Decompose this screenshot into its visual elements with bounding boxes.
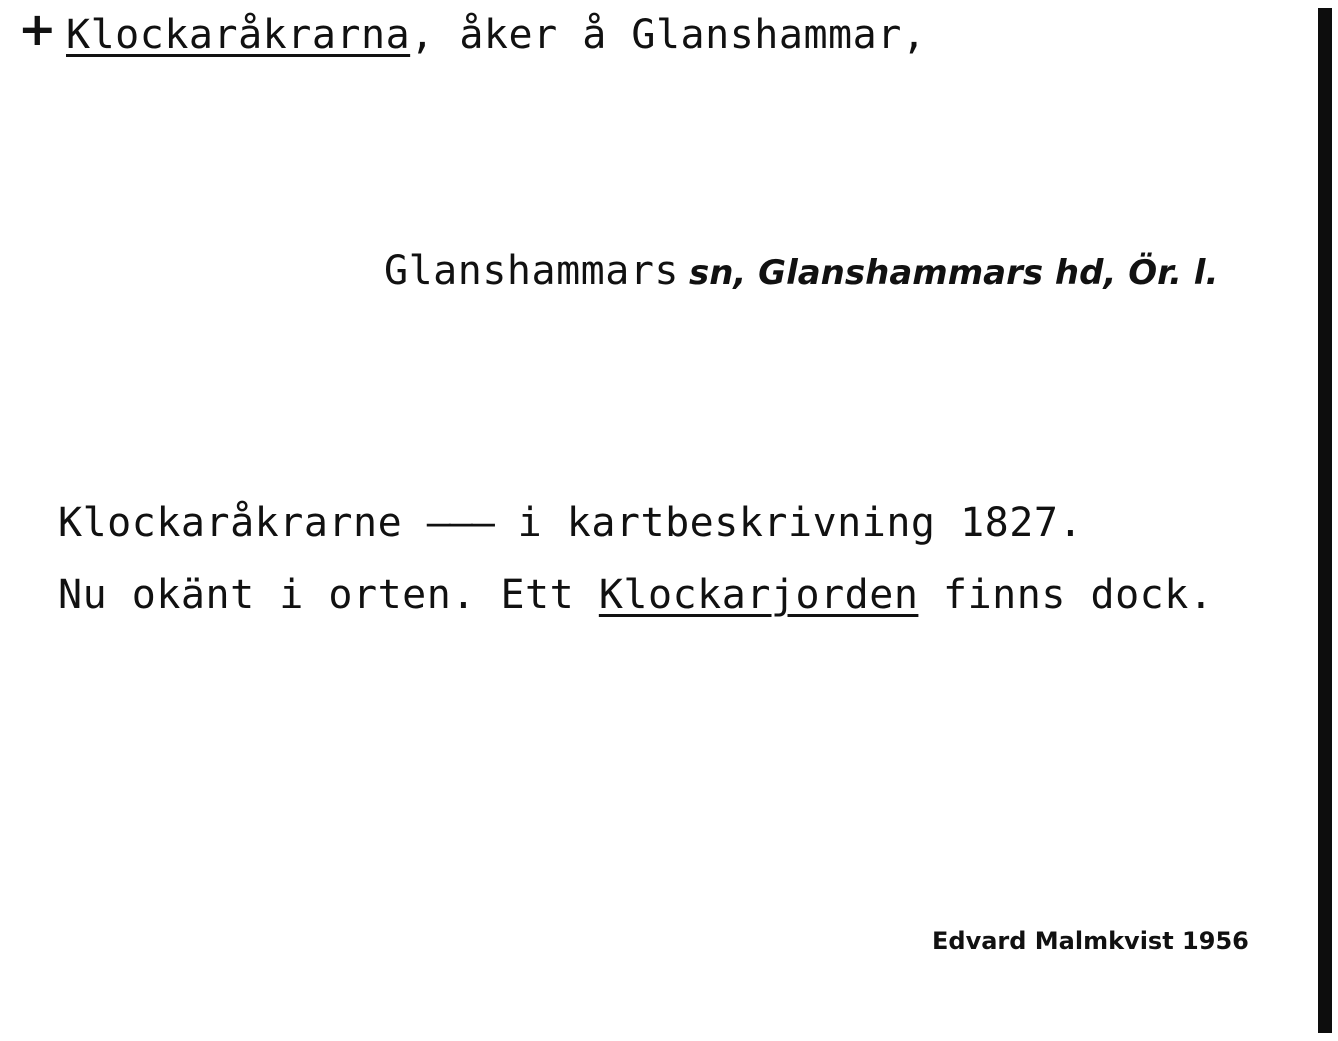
note-end: finns dock. [943,572,1214,618]
body-line-1 [58,498,1083,548]
heading-rest: , åker å Glanshammar, [410,12,927,58]
old-name: Klockaråkrarne [58,500,403,546]
card-edge-border [1318,8,1332,1033]
cross-mark: + [18,2,57,56]
signature-stamp: Edvard Malmkvist 1956 [932,927,1249,955]
dash: ——— [426,500,493,546]
body-line-2 [58,570,1213,620]
parish-stamp: sn, Glanshammars hd, Ör. l. [688,253,1219,293]
source-note: i kartbeskrivning 1827. [517,500,1083,546]
card-heading [66,10,926,60]
place-name: Klockaråkrarna [66,12,411,58]
note-start: Nu okänt i orten. Ett [58,572,575,618]
related-name: Klockarjorden [598,572,919,618]
parish-typed: Glanshammars [384,248,679,294]
parish-line [384,246,1218,298]
